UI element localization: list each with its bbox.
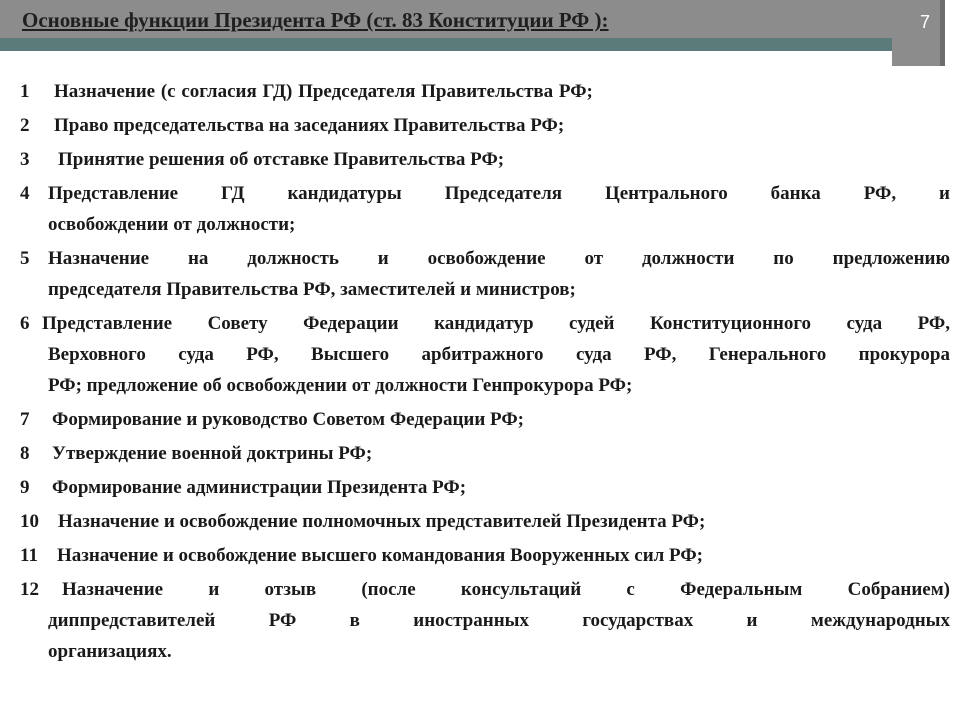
- slide-title: Основные функции Президента РФ (ст. 83 Конституции РФ ):: [22, 8, 609, 32]
- list-item: [20, 404, 950, 435]
- item-text: Утверждение военной доктрины РФ;: [52, 443, 373, 464]
- item-number: 7: [20, 409, 30, 430]
- item-number: 2: [20, 115, 30, 136]
- list-item-continuation: председателя Правительства РФ, заместителей и министров;: [48, 279, 576, 300]
- list-item: [20, 110, 950, 141]
- list-item: [20, 243, 950, 274]
- list-item: [20, 540, 950, 571]
- item-text: Представление ГД кандидатуры Председателя Центрального банка РФ, и: [48, 183, 950, 204]
- item-text: Представление Совету Федерации кандидатур судей Конституционного суда РФ,: [42, 313, 950, 334]
- title-edge-shade: [940, 0, 945, 66]
- list-item: [20, 506, 950, 537]
- list-item: [20, 76, 950, 107]
- item-text: Назначение (с согласия ГД) Председателя Правительства РФ;: [54, 81, 593, 102]
- item-text: Формирование администрации Президента РФ;: [52, 477, 467, 498]
- list-item: [20, 178, 950, 209]
- list-item: [20, 438, 950, 469]
- title-accent-stripe: [0, 38, 892, 52]
- function-list: [20, 76, 950, 670]
- list-item-continuation: диппредставителей РФ в иностранных государствах и международных: [48, 610, 950, 631]
- item-text: Право председательства на заседаниях Правительства РФ;: [54, 115, 565, 136]
- item-text: Назначение на должность и освобождение от должности по предложению: [48, 248, 950, 269]
- list-item-continuation: освобождении от должности;: [48, 214, 296, 235]
- title-underline-band: [0, 52, 892, 64]
- item-number: 9: [20, 477, 30, 498]
- item-number: 1: [20, 81, 30, 102]
- list-item-continuation: Верховного суда РФ, Высшего арбитражного суда РФ, Генерального прокурора: [48, 344, 950, 365]
- list-item: [20, 144, 950, 175]
- item-text: Принятие решения об отставке Правительства РФ;: [58, 149, 505, 170]
- item-number: 5: [20, 248, 30, 269]
- item-number: 8: [20, 443, 30, 464]
- list-item: [20, 308, 950, 339]
- item-number: 11: [20, 545, 38, 566]
- item-text: Назначение и освобождение полномочных представителей Президента РФ;: [58, 511, 706, 532]
- item-number: 10: [20, 511, 39, 532]
- item-number: 6: [20, 313, 30, 334]
- item-text: Назначение и освобождение высшего командования Вооруженных сил РФ;: [57, 545, 703, 566]
- list-item: [20, 472, 950, 503]
- list-item: [20, 574, 950, 605]
- item-text: Формирование и руководство Советом Федерации РФ;: [52, 409, 524, 430]
- item-number: 4: [20, 183, 30, 204]
- item-number: 3: [20, 149, 30, 170]
- list-item-continuation: РФ; предложение об освобождении от должности Генпрокурора РФ;: [48, 375, 633, 396]
- item-number: 12: [20, 579, 39, 600]
- list-item-continuation: организациях.: [48, 641, 172, 662]
- title-corner-shade: [892, 52, 945, 66]
- slide-number: 7: [919, 12, 930, 32]
- item-text: Назначение и отзыв (после консультаций с Федеральным Собранием): [62, 579, 950, 600]
